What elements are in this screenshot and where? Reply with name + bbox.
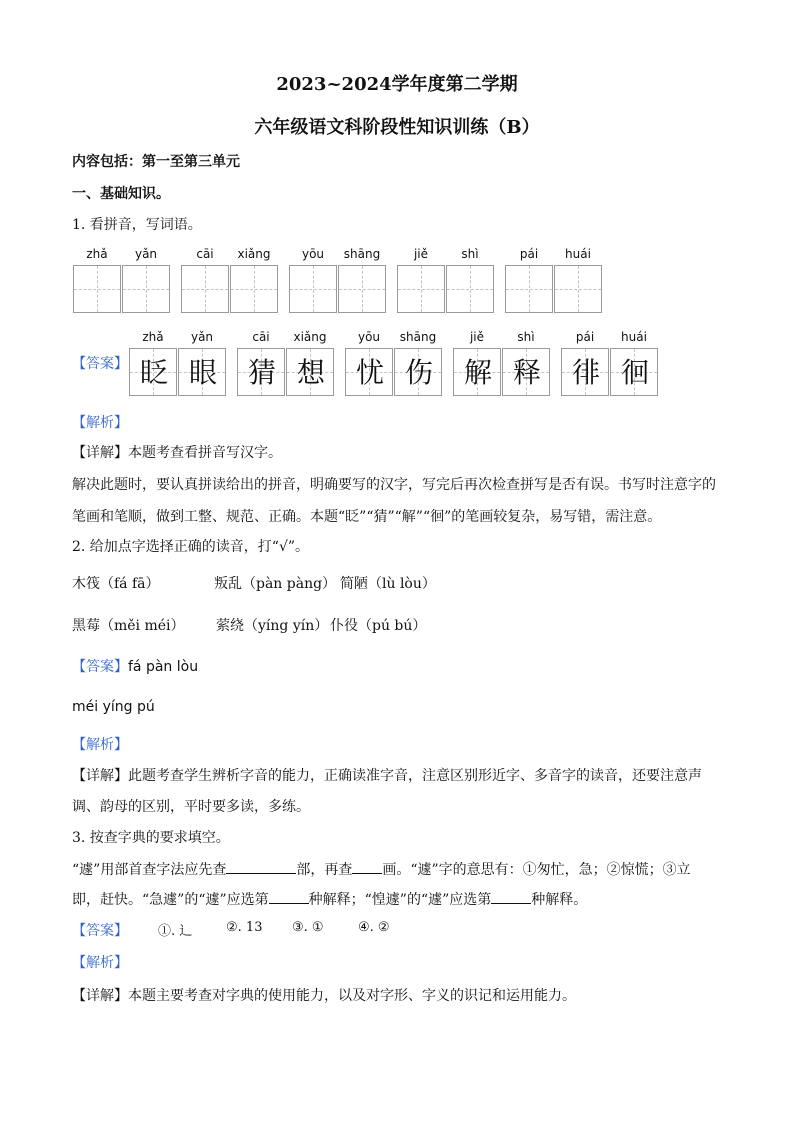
q3-text: 即，赶快。“急遽”的“遽”应选第 <box>72 892 269 908</box>
answer-item: ③. ① <box>292 920 324 935</box>
answer-box <box>178 348 226 396</box>
pinyin-label: huái <box>621 330 647 344</box>
pinyin-label: jiě <box>469 330 485 344</box>
pinyin-label: shāng <box>343 247 381 261</box>
writing-box[interactable] <box>289 265 337 313</box>
writing-box[interactable] <box>338 265 386 313</box>
answer-text: fá pàn lòu <box>128 659 199 675</box>
analysis-label: 【解析】 <box>72 955 128 971</box>
answer-line <box>72 656 198 676</box>
writing-box[interactable] <box>505 265 553 313</box>
q3-text: 画。“遽”字的意思有：①匆忙，急；②惊慌；③立 <box>382 862 691 878</box>
answer-char: 伤 <box>404 356 433 389</box>
detail-text: 【详解】此题考查学生辨析字音的能力，正确读准字音，注意区别形近字、多音字的读音，还要注意声 <box>72 768 702 784</box>
answer-text: méi yíng pú <box>72 699 155 715</box>
answer-item: ①. 辶 <box>158 924 193 939</box>
detail-text: 【详解】本题考查看拼音写汉字。 <box>72 445 282 461</box>
pinyin-label: xiǎng <box>237 247 271 261</box>
writing-box[interactable] <box>181 265 229 313</box>
writing-box[interactable] <box>230 265 278 313</box>
answer-item: ②. 13 <box>226 920 263 935</box>
q3-line <box>72 859 691 879</box>
answer-box <box>453 348 501 396</box>
fill-blank[interactable] <box>491 889 531 904</box>
writing-box[interactable] <box>446 265 494 313</box>
paragraph-text: 解决此题时，要认真拼读给出的拼音，明确要写的汉字，写完后再次检查拼写是否有误。书写时注意字的 <box>72 477 716 493</box>
pinyin-label: shì <box>517 330 535 344</box>
detail-text: 【详解】本题主要考查对字典的使用能力，以及对字形、字义的识记和运用能力。 <box>72 988 576 1004</box>
answer-char: 解 <box>463 356 492 389</box>
answer-char: 眨 <box>139 356 168 389</box>
answer-box <box>610 348 658 396</box>
answer-box <box>561 348 609 396</box>
answer-box <box>237 348 285 396</box>
content-scope: 内容包括：第一至第三单元 <box>72 154 240 170</box>
fill-blank[interactable] <box>269 889 309 904</box>
answer-box <box>345 348 393 396</box>
writing-box[interactable] <box>554 265 602 313</box>
pinyin-label: shì <box>461 247 479 261</box>
option-item: 黑莓（měi méi） <box>72 618 185 634</box>
answer-box <box>286 348 334 396</box>
pinyin-label: yǎn <box>134 247 158 261</box>
pinyin-label: zhǎ <box>86 247 108 261</box>
answer-char: 徘 <box>571 356 600 389</box>
fill-blank[interactable] <box>352 859 382 874</box>
answer-char: 忧 <box>355 356 384 389</box>
fill-blank[interactable] <box>226 859 296 874</box>
answer-char: 想 <box>296 356 325 389</box>
pinyin-label: xiǎng <box>293 330 327 344</box>
answer-box <box>394 348 442 396</box>
answer-char: 猜 <box>247 356 276 389</box>
answer-label: 【答案】 <box>72 659 128 675</box>
analysis-label: 【解析】 <box>72 737 128 753</box>
analysis-label: 【解析】 <box>72 415 128 431</box>
page-title: 2023~2024学年度第二学期 <box>276 74 518 95</box>
q2-prompt: 2. 给加点字选择正确的读音，打“√”。 <box>72 539 310 555</box>
pinyin-label: cāi <box>252 330 270 344</box>
option-item: 木筏（fá fā） <box>72 576 160 592</box>
paragraph-text: 笔画和笔顺，做到工整、规范、正确。本题“眨”“猜”“解”“徊”的笔画较复杂，易写错，需注意。 <box>72 509 662 525</box>
answer-box <box>502 348 550 396</box>
section-heading: 一、基础知识。 <box>72 186 170 202</box>
page-subtitle: 六年级语文科阶段性知识训练（B） <box>254 117 540 138</box>
answer-char: 眼 <box>188 356 217 389</box>
q3-text: 种解释；“惶遽”的“遽”应选第 <box>308 892 492 908</box>
pinyin-label: shāng <box>399 330 437 344</box>
pinyin-label: huái <box>565 247 591 261</box>
pinyin-label: jiě <box>413 247 429 261</box>
writing-box[interactable] <box>122 265 170 313</box>
option-item: 仆役（pú bú） <box>330 618 427 634</box>
option-item: 简陋（lù lòu） <box>340 576 436 592</box>
option-item: 萦绕（yíng yín） <box>216 618 329 634</box>
answer-box <box>129 348 177 396</box>
option-item: 叛乱（pàn pàng） <box>214 576 337 592</box>
detail-text: 调、韵母的区别，平时要多读，多练。 <box>72 799 310 815</box>
answer-char: 释 <box>512 356 541 389</box>
q3-prompt: 3. 按查字典的要求填空。 <box>72 830 230 846</box>
pinyin-label: zhǎ <box>142 330 164 344</box>
q3-line <box>72 889 587 909</box>
answer-char: 徊 <box>620 356 649 389</box>
q1-prompt: 1. 看拼音，写词语。 <box>72 217 202 233</box>
writing-box[interactable] <box>397 265 445 313</box>
q3-text: “遽”用部首查字法应先查 <box>72 862 227 878</box>
answer-label: 【答案】 <box>72 923 128 939</box>
pinyin-label: yōu <box>357 330 381 344</box>
q3-text: 部，再查 <box>296 862 353 878</box>
q3-text: 种解释。 <box>531 892 588 908</box>
writing-box[interactable] <box>73 265 121 313</box>
pinyin-label: pái <box>575 330 595 344</box>
pinyin-label: pái <box>519 247 539 261</box>
pinyin-label: yǎn <box>190 330 214 344</box>
answer-label: 【答案】 <box>72 356 128 372</box>
pinyin-label: cāi <box>196 247 214 261</box>
pinyin-label: yōu <box>301 247 325 261</box>
answer-item: ④. ② <box>358 920 390 935</box>
